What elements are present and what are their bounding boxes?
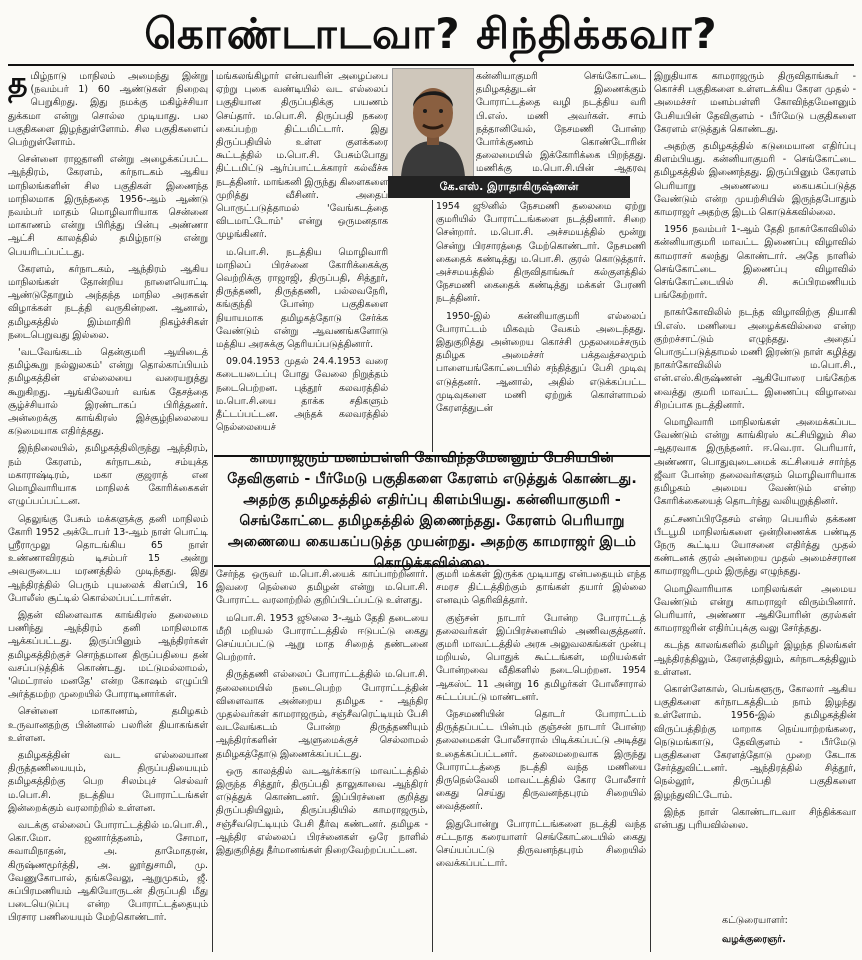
column-divider [432, 566, 433, 952]
column-3-upper [436, 200, 646, 452]
paragraph: மபொ.சி. 1953 ஜூலை 3-ஆம் தேதி தடையை மீறி மறியல் போராட்டத்தில் ஈடுபட்டு கைது செய்யப்பட்டு ஆறு மாத சிறைத் தண்டனை பெற்றார். [216, 612, 428, 664]
paragraph: சென்னை மாகாணம், தமிழகம் உருவானதற்கு பின்னால் பலரின் தியாகங்கள் உள்ளன. [8, 706, 208, 744]
paragraph: தெலுங்கு பேசும் மக்களுக்கு தனி மாநிலம் கோரி 1952 அக்டோபர் 13-ஆம் நாள் பொட்டி ஸ்ரீராமுலு தொடங்கிய 65 நாள் உண்ணாவிரதம் டிசம்பர் 15 அன்று அவருடைய மரணத்தில் முடிந்தது. இது ஆந்திரத்தில் பெரும் புயலைக் கிளப்பி, 16 போலீஸ் சூட்டில் கொல்லப்பட்டார்கள். [8, 513, 208, 604]
column-3-lower [436, 568, 646, 952]
credit-name: வழக்குரைஞர். [722, 934, 786, 945]
paragraph: இந்நிலையில், தமிழகத்திலிருந்து ஆந்திரம், நம் கேரளம், கர்நாடகம், சம்யுக்த மகாராஷ்டிரம், மகா குஜராத் என மொழிவாரியாக மாநிலக் கோரிக்கைகள் எழுப்பப்பட்டன. [8, 443, 208, 508]
paragraph: கேரளம், கர்நாடகம், ஆந்திரம் ஆகிய மாநிலங்கள் தோன்றிய நாளையொட்டி ஆண்டுதோறும் அந்தந்த மாநில அரசுகள் விழாக்கள் நடத்தி வருகின்றன. ஆனால், தமிழகத்தில் இம்மாதிரி நிகழ்ச்சிகள் நடைபெறுவது இல்லை. [8, 263, 208, 341]
paragraph: நாகர்கோவிலில் நடந்த விழாவிற்கு தியாகி பி.எஸ். மணியை அழைக்கவில்லை என்ற குற்றச்சாட்டும் எழுந்தது. அதைப் பொருட்படுத்தாமல் மணி இரண்டு நாள் கழித்து நாகர்கோவிலில் ம.பொ.சி., என்.எஸ்.கிருஷ்ணன் ஆகியோரை பங்கேற்க வைத்து குமரி மாவட்ட இணைப்பு விழாவை சிறப்பாக நடத்தினார். [654, 307, 856, 411]
paragraph: தட்சணப்பிரதேசம் என்ற பெயரில் தக்கண பீடபூமி மாநிலங்களை ஒன்றிணைக்க பண்டித நேரு கூட்டிய யோசனை எதிர்த்து முதல் கண்டனக் குரல் அன்றைய முதல் அமைச்சரான காமராஜரிடமும் இருந்து எழுந்தது. [654, 513, 856, 578]
paragraph: நேசமணியின் தொடர் போராட்டம் திருத்தப்பட்ட பின்பும் குஞ்சன் நாடார் போன்ற தலைமைகள் போலீசாரால் பிடிக்கப்பட்டு அடித்து உதைக்கப்பட்டனர். தலைமறைவாக இருந்து போராட்டத்தை நடத்தி வந்த மணியை திருநெல்வேலி மாவட்டத்தில் கோர போலீசார் கைது செய்து திருவனந்தபுரம் சிறையில் வைத்தனர். [436, 709, 646, 813]
paragraph: கடந்த காலங்களில் தமிழர் இழந்த நிலங்கள் ஆந்திரத்திலும், கேரளத்திலும், கர்நாடகத்திலும் உள்ளன. [654, 640, 856, 678]
paragraph: தமிழ்நாடு மாநிலம் அமைந்து இன்று (நவம்பர் 1) 60 ஆண்டுகள் நிறைவு பெறுகிறது. இது நமக்கு மகிழ்ச்சியா துக்கமா என்று சொல்ல முடியாது. பல பகுதிகளை இழந்துள்ளோம். சில பகுதிகளைப் பெற்றுள்ளோம். [8, 70, 208, 149]
paragraph: திருத்தணி எல்லைப் போராட்டத்தில் ம.பொ.சி. தலைமையில் நடைபெற்ற போராட்டத்தின் விளைவாக அன்றைய தமிழக - ஆந்திர முதல்வர்கள் காமராஜரும், சஞ்சீவரெட்டியும் பேசி வடவேங்கடம் போன்ற திருத்தணியும் ஆந்திரர்களின் ஆளுமைக்குச் செல்லாமல் தமிழகத்தோடு இணைக்கப்பட்டது. [216, 669, 428, 760]
paragraph: 'வடவேங்கடம் தென்குமரி ஆயிடைத் தமிழ்கூறு நல்லுலகம்' என்று தொல்காப்பியம் தமிழகத்தின் எல்லையை வரையறுத்து கூறுகிறது. ஆங்கிலேயர் வங்க தேசத்தை சூழ்ச்சியால் இரண்டாகப் பிரித்தனர். அன்றைக்கு காங்கிரஸ் இச்சூழ்நிலையை கடுமையாக எதிர்த்தது. [8, 347, 208, 438]
column-1 [8, 70, 208, 952]
pull-quote [214, 450, 650, 571]
paragraph: 09.04.1953 முதல் 24.4.1953 வரை கடையடைப்பு போது வேலை நிறுத்தம் நடைபெற்றன. புத்தூர் கலவரத்தில் ம.பொ.சி.யை தாக்க சதிகளும் தீட்டப்பட்டன. அந்தக் கலவரத்தில் நெல்லையைச் [216, 356, 388, 434]
column-3-top [476, 70, 646, 176]
paragraph: மொழிவாரி மாநிலங்கள் அமைக்கப்பட வேண்டும் என்று காங்கிரஸ் கட்சியிலும் சில ஆதரவாக இருந்தனர். ஈ.வெ.ரா. பெரியார், அண்ணா, பொதுவுடைமைக் கட்சியைச் சார்ந்த ஜீவா போன்ற தலைவர்களும் மொழிவாரியாக தமிழகம் அமைய வேண்டும் என்ற கோரிக்கையைத் தொடர்ந்து வலியுறுத்தினர். [654, 417, 856, 508]
column-divider [212, 70, 213, 952]
paragraph: 1954 ஜூனில் நேசமணி தலைமை ஏற்று குமரியில் போராட்டங்களை நடத்தினார். சிறை சென்றார். ம.பொ.சி. அச்சமயத்தில் மூன்று சென்று பிரசாரத்தை மேற்கொண்டார். நேசமணி கைதைக் கண்டித்து ம.பொ.சி. குரல் கொடுத்தார். அச்சமயத்தில் திருவிதாங்கூர் கல்குளத்தில் நேசமணி கைதைக் கண்டித்து மக்கள் பேரணி நடத்தினர். [436, 201, 646, 305]
paragraph: குமரி மக்கள் இருக்க முடியாது என்பதையும் எந்த சமரச திட்டத்திற்கும் தாங்கள் தயார் இல்லை எனவும் தெரிவித்தார். [436, 569, 646, 607]
author-byline: கே.எஸ். இராதாகிருஷ்ணன் [388, 176, 630, 198]
column-divider [432, 200, 433, 452]
paragraph: 1956 நவம்பர் 1-ஆம் தேதி நாகர்கோவிலில் கன்னியாகுமரி மாவட்ட இணைப்பு விழாவில் காமராசர் கலந்து கொண்டார். அதே நாளில் செங்கோட்டை இணைப்பு விழாவில் செங்கோட்டையில் சி. சுப்பிரமணியம் பங்கேற்றார். [654, 224, 856, 302]
column-divider [650, 70, 651, 952]
paragraph: அதற்கு தமிழகத்தில் கடுமையான எதிர்ப்பு கிளம்பியது. கன்னியாகுமரி - செங்கோட்டை தமிழகத்தில் இணைந்தது. இருப்பினும் கேரளம் பெரியாறு அணையை கையகப்படுத்த வேண்டும் என்ற முயற்சியில் இருந்தபோதும் காமராஜர் அதற்கு இடம் கொடுக்கவில்லை. [654, 141, 856, 219]
author-photo [392, 68, 474, 178]
paragraph: சேர்ந்த ஒருவர் ம.பொ.சி.யைக் காப்பாற்றினார். இவரை நெல்லை தமிழன் என்று ம.பொ.சி. போராட்ட வரலாற்றில் குறிப்பிடப்பட்டு உள்ளது. [216, 569, 428, 607]
paragraph: கொள்ளேகால், பெங்களூரு, கோலார் ஆகிய பகுதிகளை கர்நாடகத்திடம் நாம் இழந்து உள்ளோம். 1956-இல் தமிழகத்தின் விருப்பத்திற்கு மாறாக நெய்யாற்றங்கரை, நெடுமங்காடு, தேவிகுளம் - பீர்மேடு பகுதிகளை கேரளத்தோடு முறை கேடாக சேர்த்துவிட்டனர். ஆந்திரத்தில் சித்தூர், நெல்லூர், திருப்பதி பகுதிகளை இழந்துவிட்டோம். [654, 683, 856, 801]
paragraph: 1950-இல் கன்னியாகுமரி எல்லைப் போராட்டம் மிகவும் வேகம் அடைந்தது. இதுகுறித்து அன்றைய கொச்சி முதலமைச்சரும் தமிழக அமைச்சர் பக்தவத்சலமும் பாளையங்கோட்டையில் சந்தித்துப் பேசி முடிவு எடுத்தனர். ஆனால், அதில் எடுக்கப்பட்ட முடிவுகளை மணி ஏற்றுக் கொள்ளாமல் கேரளத்துடன் [436, 310, 646, 415]
paragraph: மொழிவாரியாக மாநிலங்கள் அமைய வேண்டும் என்று காமராஜர் விரும்பினார். பெரியார், அண்ணா ஆகியோரின் குரல்கள் காமராஜரின் எதிர்ப்புக்கு வலு சேர்த்தது. [654, 583, 856, 635]
paragraph: இதன் விளைவாக காங்கிரஸ் தலைமை பணிந்து ஆந்திரம் தனி மாநிலமாக ஆக்கப்பட்டது. இருப்பினும் ஆந்திரர்கள் தமிழகத்திற்குச் சொந்தமான திருப்பதியை தன் வசப்படுத்திக் கொண்டது. மட்டுமல்லாமல், 'மெட்ராஸ் மனதே' என்ற கோஷம் எழுப்பி அர்த்தமற்ற முறையில் போராடினார்கள். [8, 609, 208, 701]
paragraph: மங்கலங்கிழார் என்பவரின் அழைப்பை ஏற்று புகை வண்டியில் வட எல்லைப் பகுதியான திருப்பதிக்கு பயணம் செய்தார். ம.பொ.சி. திருப்பதி நகரை கைப்பற்ற திட்டமிட்டார். இது திருப்பதியில் உள்ள குளக்கரை கூட்டத்தில் ம.பொ.சி. பேசும்போது திட்டமிட்டு ஆர்ப்பாட்டக்காரர் கல்வீச்சு நடத்தினர். மாங்கனி இருந்து கிளைகளை முறித்து வீசினர். அதைப் பொருட்படுத்தாமல் 'வேங்கடத்தை விடமாட்டோம்' என்று ஒருமனதாக முழங்கினர். [216, 71, 388, 241]
column-2-upper [216, 70, 388, 452]
paragraph: ஒரு காலத்தில் வடஆர்க்காடு மாவட்டத்தில் இருந்த சித்தூர், திருப்பதி தாலுகாவை ஆந்திரர் எடுத்துக் கொண்டனர். இப்பிரச்னை குறித்து திருப்பதியிலும், திருப்பதியில் காமராஜரும், சஞ்சீவரெட்டியும் பேசி தீர்வு கண்டனர். தமிழக - ஆந்திர எல்லைப் பிரச்னைகள் ஒரே நாளில் இதுகுறித்து தீர்மானங்கள் நிறைவேற்றப்பட்டன. [216, 765, 428, 857]
paragraph: ம.பொ.சி. நடத்திய மொழிவாரி மாநிலப் பிரச்னை கோரிக்கைக்கு வெற்றிக்கு ராஜாஜி, திருப்பதி, சித்தூர், திருத்தணி, திருத்தணி, பல்லவநேரி, கங்குந்தி போன்ற பகுதிகளை நியாயமாக தமிழகத்தோடு சேர்க்க வேண்டும் என்று ஆவணங்களோடு மத்திய அரசுக்கு தெரியப்படுத்தினார். [216, 246, 388, 351]
author-portrait-icon [393, 69, 473, 177]
author-credit [652, 914, 857, 946]
paragraph: இதுபோன்று போராட்டங்களை நடத்தி வந்த சட்டநாத கரையாளர் செங்கோட்டையில் கைது செய்யப்பட்டு திருவனந்தபுரம் சிறையில் வைக்கப்பட்டார். [436, 818, 646, 870]
paragraph: வடக்கு எல்லைப் போராட்டத்தில் ம.பொ.சி., கொ.மோ. ஜனார்த்தனம், சோமா, சுவாமிநாதன், அ. தாமோதரன், கிருஷ்ணமூர்த்தி, அ. லூர்துசாமி, மு. வேணுகோபால், தங்கவேலு, ஆறுமுகம், ஜீ. சுப்பிரமணியம் ஆகியோருடன் திருப்பதி மீது படையெடுப்பு என்ற போராட்டத்தையும் பிரசார பணியையும் மேற்கொண்டார். [8, 819, 208, 924]
paragraph: சென்னை ராஜதானி என்று அழைக்கப்பட்ட ஆந்திரம், கேரளம், கர்நாடகம் ஆகிய மாநிலங்களின் சில பகுதிகள் இணைந்த மாநிலமாக இருந்ததை 1956-ஆம் ஆண்டு நவம்பர் மாதம் மொழிவாரியாக சென்னை மாகாணம் என்று பிரித்து பின்பு அண்ணா ஆட்சி காலத்தில் தமிழ்நாடு என்று பெயரிடப்பட்டது. [8, 154, 208, 258]
pull-quote-text: காமராஜரும் மனம்பள்ளி கோவிந்தமேனனும் பேசியபின் தேவிகுளம் - பீர்மேடு பகுதிகளை கேரளம் எடுத்துக் கொண்டது. அதற்கு தமிழகத்தில் எதிர்ப்பு கிளம்பியது. கன்னியாகுமரி - செங்கோட்டை தமிழகத்தில் இணைந்தது. கேரளம் பெரியாறு அணையை கையகப்படுத்த முயன்றது. அதற்கு காமராஜர் இடம் கொடுக்கவில்லை. [227, 450, 637, 571]
credit-label: கட்டுரையாளர்: [722, 915, 788, 926]
paragraph: கன்னியாகுமரி செங்கோட்டை தமிழகத்துடன் இணைக்கும் போராட்டத்தை வழி நடத்திய வரி பி.எஸ். மணி அவர்கள். சாம் நத்தானியேல், நேசமணி போன்ற போர்க்குணம் கொண்டோரின் தலைமையில் இக்கோரிக்கை பிறந்தது. மணிக்கு ம.பொ.சி.யின் ஆதரவு [476, 71, 646, 175]
headline: கொண்டாடவா? சிந்திக்கவா? [144, 9, 718, 58]
paragraph: இறுதியாக காமராஜரும் திருவிதாங்கூர் - கொச்சி பகுதிகளை உள்ளடக்கிய கேரள முதல் - அமைச்சர் மனம்பள்ளி கோவிந்தமேனனும் பேசியபின் தேவிகுளம் - பீர்மேடு பகுதிகளை கேரளம் எடுத்துக் கொண்டது. [654, 71, 856, 135]
paragraph: தமிழகத்தின் வட எல்லையான திருத்தணியையும், திருப்பதியையும் தமிழகத்திற்கு பெற சிலம்புச் செல்வர் ம.பொ.சி. நடத்திய போராட்டங்கள் இன்றைக்கும் வரலாற்றில் உள்ளன. [8, 749, 208, 814]
paragraph: இந்த நாள் கொண்டாடவா சிந்திக்கவா என்பது புரியவில்லை. [654, 806, 856, 831]
column-4 [654, 70, 856, 908]
headline-rule [8, 64, 854, 66]
paragraph: குஞ்சன் நாடார் போன்ற போராட்டத் தலைவர்கள் இப்பிரச்னையில் அணிவகுத்தனர். குமரி மாவட்டத்தில் அரசு அலுவலகங்கள் முன்பு மறியல், பொதுக் கூட்டங்கள், மறியல்கள் போன்றவை வீதிகளில் நடைபெற்றன. 1954 ஆகஸ்ட் 11 அன்று 16 தமிழர்கள் போலீசாரால் சுட்டப்பட்டு மாண்டனர். [436, 612, 646, 703]
column-2-lower [216, 568, 428, 952]
drop-cap: த [8, 70, 28, 101]
